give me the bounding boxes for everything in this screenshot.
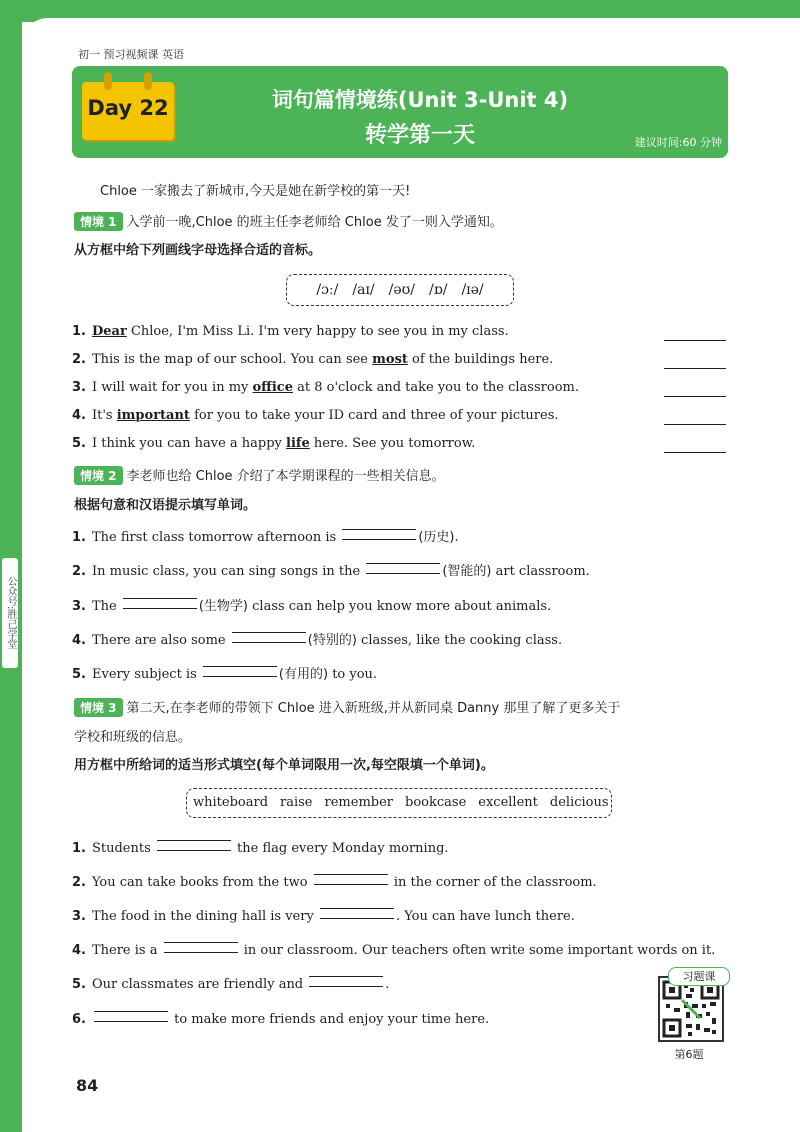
scenario-2-header bbox=[74, 465, 445, 485]
answer-blank[interactable] bbox=[232, 632, 306, 643]
course-label: 初一 预习视频课 英语 bbox=[78, 48, 184, 61]
day-label: Day 22 bbox=[87, 96, 169, 120]
page-title: 词句篇情境练(Unit 3-Unit 4) bbox=[271, 88, 569, 112]
scenario-3-text-2: 学校和班级的信息。 bbox=[74, 730, 192, 745]
suggested-time: 建议时间:60 分钟 bbox=[634, 136, 722, 149]
scenario-1-badge: 情境 1 bbox=[74, 212, 123, 231]
word-option: bookcase bbox=[405, 795, 467, 810]
s3-item-6: 6. to make more friends and enjoy your time here. bbox=[72, 1012, 490, 1027]
scenario-3-header bbox=[74, 697, 620, 717]
word-option: raise bbox=[280, 795, 313, 810]
scenario-2-badge: 情境 2 bbox=[74, 466, 123, 485]
side-tab: 公众号:胜己学堂 bbox=[2, 558, 18, 668]
page-number: 84 bbox=[76, 1076, 99, 1095]
s1-item-2: 2. This is the map of our school. You can see most of the buildings here. bbox=[72, 352, 554, 367]
s2-item-2: 2. In music class, you can sing songs in the (智能的) art classroom. bbox=[72, 564, 590, 579]
s1-item-4: 4. It's important for you to take your ID card and three of your pictures. bbox=[72, 408, 559, 423]
page-subtitle: 转学第一天 bbox=[364, 123, 475, 148]
scenario-2-text: 李老师也给 Chloe 介绍了本学期课程的一些相关信息。 bbox=[126, 469, 445, 484]
answer-blank[interactable] bbox=[309, 976, 383, 987]
s3-item-1: 1. Students the flag every Monday morning. bbox=[72, 841, 449, 856]
intro-text: Chloe 一家搬去了新城市,今天是她在新学校的第一天! bbox=[100, 184, 411, 199]
scenario-1-header bbox=[74, 211, 503, 231]
answer-blank[interactable] bbox=[366, 563, 440, 574]
s3-item-5: 5. Our classmates are friendly and . bbox=[72, 977, 390, 992]
s2-item-5: 5. Every subject is (有用的) to you. bbox=[72, 667, 378, 682]
answer-blank[interactable] bbox=[314, 874, 388, 885]
s1-answer-3[interactable] bbox=[664, 396, 726, 397]
s2-item-4: 4. There are also some (特别的) classes, like the cooking class. bbox=[72, 633, 563, 648]
scenario-3-instruction: 用方框中所给词的适当形式填空(每个单词限用一次,每空限填一个单词)。 bbox=[74, 758, 494, 773]
s1-answer-4[interactable] bbox=[664, 424, 726, 425]
s1-answer-2[interactable] bbox=[664, 368, 726, 369]
s1-item-1: 1. Dear Chloe, I'm Miss Li. I'm very happy to see you in my class. bbox=[72, 324, 509, 339]
answer-blank[interactable] bbox=[342, 529, 416, 540]
answer-blank[interactable] bbox=[94, 1011, 168, 1022]
qr-caption: 第6题 bbox=[674, 1048, 704, 1061]
s1-item-3: 3. I will wait for you in my office at 8 o'clock and take you to the classroom. bbox=[72, 380, 579, 395]
scenario-1-text: 入学前一晚,Chloe 的班主任李老师给 Chloe 发了一则入学通知。 bbox=[126, 215, 503, 230]
s3-item-2: 2. You can take books from the two in the corner of the classroom. bbox=[72, 875, 597, 890]
s1-item-5: 5. I think you can have a happy life here. See you tomorrow. bbox=[72, 436, 476, 451]
word-option: remember bbox=[324, 795, 394, 810]
answer-blank[interactable] bbox=[203, 666, 277, 677]
s1-answer-1[interactable] bbox=[664, 340, 726, 341]
scenario-3-text: 第二天,在李老师的带领下 Chloe 进入新班级,并从新同桌 Danny 那里了解了更多关于 bbox=[126, 701, 621, 716]
scenario-2-instruction: 根据句意和汉语提示填写单词。 bbox=[74, 498, 257, 513]
answer-blank[interactable] bbox=[157, 840, 231, 851]
s2-item-3: 3. The (生物学) class can help you know more about animals. bbox=[72, 599, 552, 614]
phonetic-box bbox=[286, 274, 514, 306]
phonetic-option: /aɪ/ bbox=[352, 282, 375, 298]
phonetic-option: /ɔː/ bbox=[316, 282, 339, 298]
scenario-1-instruction: 从方框中给下列画线字母选择合适的音标。 bbox=[74, 243, 322, 258]
phonetic-option: /əʊ/ bbox=[388, 282, 416, 298]
s3-item-4: 4. There is a in our classroom. Our teachers often write some important words on it. bbox=[72, 943, 716, 958]
word-option: whiteboard bbox=[193, 795, 269, 810]
answer-blank[interactable] bbox=[320, 908, 394, 919]
qr-label: 习题课 bbox=[668, 967, 730, 986]
word-option: delicious bbox=[549, 795, 609, 810]
s2-item-1: 1. The first class tomorrow afternoon is (历史). bbox=[72, 530, 459, 545]
scenario-3-badge: 情境 3 bbox=[74, 698, 123, 717]
answer-blank[interactable] bbox=[123, 598, 197, 609]
phonetic-option: /ɪə/ bbox=[461, 282, 484, 298]
word-option: excellent bbox=[478, 795, 538, 810]
phonetic-option: /ɒ/ bbox=[429, 282, 448, 298]
s1-answer-5[interactable] bbox=[664, 452, 726, 453]
word-box bbox=[186, 788, 612, 818]
s3-item-3: 3. The food in the dining hall is very . You can have lunch there. bbox=[72, 909, 575, 924]
answer-blank[interactable] bbox=[164, 942, 238, 953]
